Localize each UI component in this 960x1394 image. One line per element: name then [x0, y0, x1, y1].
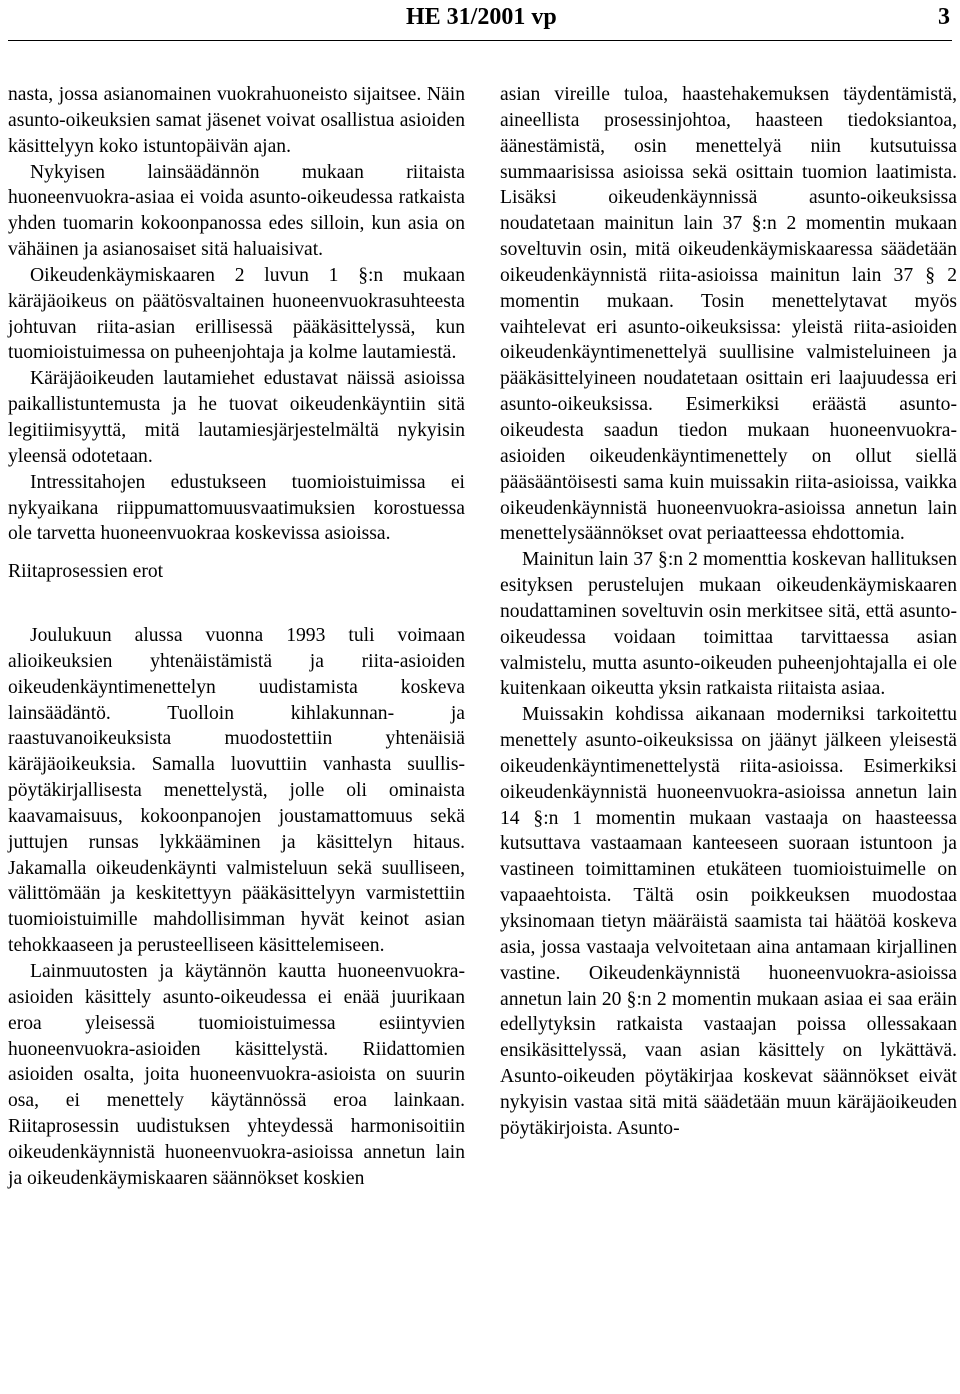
- paragraph: Intressitahojen edustukseen tuomioistuimissa ei nykyaikana riippumattomuusvaatimuksien korostuessa ole tarvetta huoneenvuokraa koskevissa asioissa.: [8, 471, 465, 545]
- document-id: HE 31/2001 vp: [406, 4, 557, 30]
- page-number: 3: [938, 4, 950, 30]
- paragraph: Joulukuun alussa vuonna 1993 tuli voimaan alioikeuksien yhtenäistämistä ja riita-asioiden oikeudenkäyntimenettelyn uudistamista koskeva lainsäädäntö. Tuolloin kihlakunnan- ja raastuvanoikeuksista muodostettiin yhtenäisiä käräjäoikeuksia. Samalla luovuttiin vanhasta suullis-pöytäkirjallisesta menettelystä, jolle oli ominaista kaavamaisuus, kokoonpanojen joustamattomuus sekä juttujen runsas lykkääminen ja käsittelyn hitaus. Jakamalla oikeudenkäynti valmisteluun sekä suulliseen, välittömään ja keskitettyyn pääkäsittelyyn varmistettiin tuomioistuimille mahdollisimman hyvät keinot asian tehokkaaseen ja perusteelliseen käsittelemiseen.: [8, 625, 465, 957]
- paragraph: Oikeudenkäymiskaaren 2 luvun 1 §:n mukaan käräjäoikeus on päätösvaltainen huoneenvuokrasuhteesta johtuvan riita-asian erillisessä pääkäsittelyssä, kun tuomioistuimessa on puheenjohtaja ja kolme lautamiestä.: [8, 264, 465, 364]
- page-header: [8, 0, 952, 41]
- paragraph: Mainitun lain 37 §:n 2 momenttia koskevan hallituksen esityksen perustelujen mukaan oikeudenkäymiskaaren noudattaminen soveltuvin osin merkitsee sitä, että asunto-oikeudessa voidaan toimittaa tarvittaessa asian valmistelu, mutta asunto-oikeuden puheenjohtajalla ei ole kuitenkaan oikeutta yksin ratkaista riitaista asiaa.: [500, 549, 957, 700]
- left-column: [8, 82, 465, 1192]
- paragraph: Käräjäoikeuden lautamiehet edustavat näissä asioissa paikallistuntemusta ja he tuovat oikeudenkäyntiin sitä legitiimisyyttä, mitä lautamiesjärjestelmältä nykyisin yleensä odotetaan.: [8, 368, 465, 467]
- paragraph: Lainmuutosten ja käytännön kautta huoneenvuokra-asioiden käsittely asunto-oikeudessa ei enää juurikaan eroa yleisessä tuomioistuimessa esiintyvien huoneenvuokra-asioiden käsittelystä. Riidattomien asioiden osalta, joita huoneenvuokra-asioista on suurin osa, ei menettely käytännössä eroa lainkaan. Riitaprosessin uudistuksen yhteydessä harmonisoitiin oikeudenkäynnistä huoneenvuokra-asioissa annetun lain ja oikeudenkäymiskaaren säännökset koskien: [8, 961, 465, 1189]
- paragraph: Nykyisen lainsäädännön mukaan riitaista huoneenvuokra-asiaa ei voida asunto-oikeudessa ratkaista yhden tuomarin kokoonpanossa edes silloin, kun asia on vähäinen ja asianosaiset sitä haluaisivat.: [8, 161, 465, 261]
- paragraph: nasta, jossa asianomainen vuokrahuoneisto sijaitsee. Näin asunto-oikeuksien samat jäsenet voivat osallistua asioiden käsittelyyn koko istuntopäivän ajan.: [8, 84, 465, 157]
- paragraph: Muissakin kohdissa aikanaan moderniksi tarkoitettu menettely asunto-oikeuksissa on jäänyt jälkeen yleisestä oikeudenkäyntimenettelystä riita-asioissa. Esimerkiksi oikeudenkäynnistä huoneenvuokra-asioissa annetun lain 14 §:n 1 momentin mukaan vastaaja on haasteessa kutsuttava vastaamaan kanteeseen suoraan istuntoon ja vastineen toimittaminen etukäteen tuomioistuimelle on vapaaehtoista. Tältä osin poikkeuksen muodostaa yksinomaan tietyn määräistä saamista tai häätöä koskeva asia, jossa vastaaja velvoitetaan aina antamaan kirjallinen vastine. Oikeudenkäynnistä huoneenvuokra-asioissa annetun lain 20 §:n 2 momentin mukaan asiaa ei saa eräin edellytyksin ratkaista vastaajan poissa ollessakaan ensikäsittelyssä, vaan asian käsittely on lykättävä. Asunto-oikeuden pöytäkirjaa koskevat säännökset eivät nykyisin vastaa sitä mitä säädetään muun käräjäoikeuden pöytäkirjoista. Asunto-: [500, 704, 957, 1139]
- right-column: [500, 82, 957, 1142]
- section-heading: Riitaprosessien erot: [8, 561, 164, 583]
- paragraph: asian vireille tuloa, haastehakemuksen täydentämistä, aineellista prosessinjohtoa, haasteen tiedoksiantoa, äänestämistä, osin menettelyä niin kutsutuissa summaarisissa asioissa sekä osittain tuomion laatimista. Lisäksi oikeudenkäynnissä asunto-oikeuksissa noudatetaan mainitun lain 37 §:n 2 momentin mukaan soveltuvin osin, mitä oikeudenkäymiskaaressa säädetään oikeudenkäynnistä riita-asioissa mainitun lain 37 § 2 momentin mukaan. Tosin menettelytavat myös vaihtelevat eri asunto-oikeuksissa: yleistä riita-asioiden oikeudenkäyntimenettelyä suullisine valmisteluineen ja pääkäsittelyineen noudatetaan osittain eri laajuudessa eri asunto-oikeuksissa. Esimerkiksi eräästä asunto-oikeudesta saadun tiedon mukaan huoneenvuokra-asioiden oikeudenkäyntimenettely on ollut siellä pääsääntöisesti sama kuin muissakin riita-asioissa, vaikka oikeudenkäynnistä huoneenvuokra-asioissa annetun lain menettelysäännökset ovat periaatteessa ehdottomia.: [500, 84, 957, 545]
